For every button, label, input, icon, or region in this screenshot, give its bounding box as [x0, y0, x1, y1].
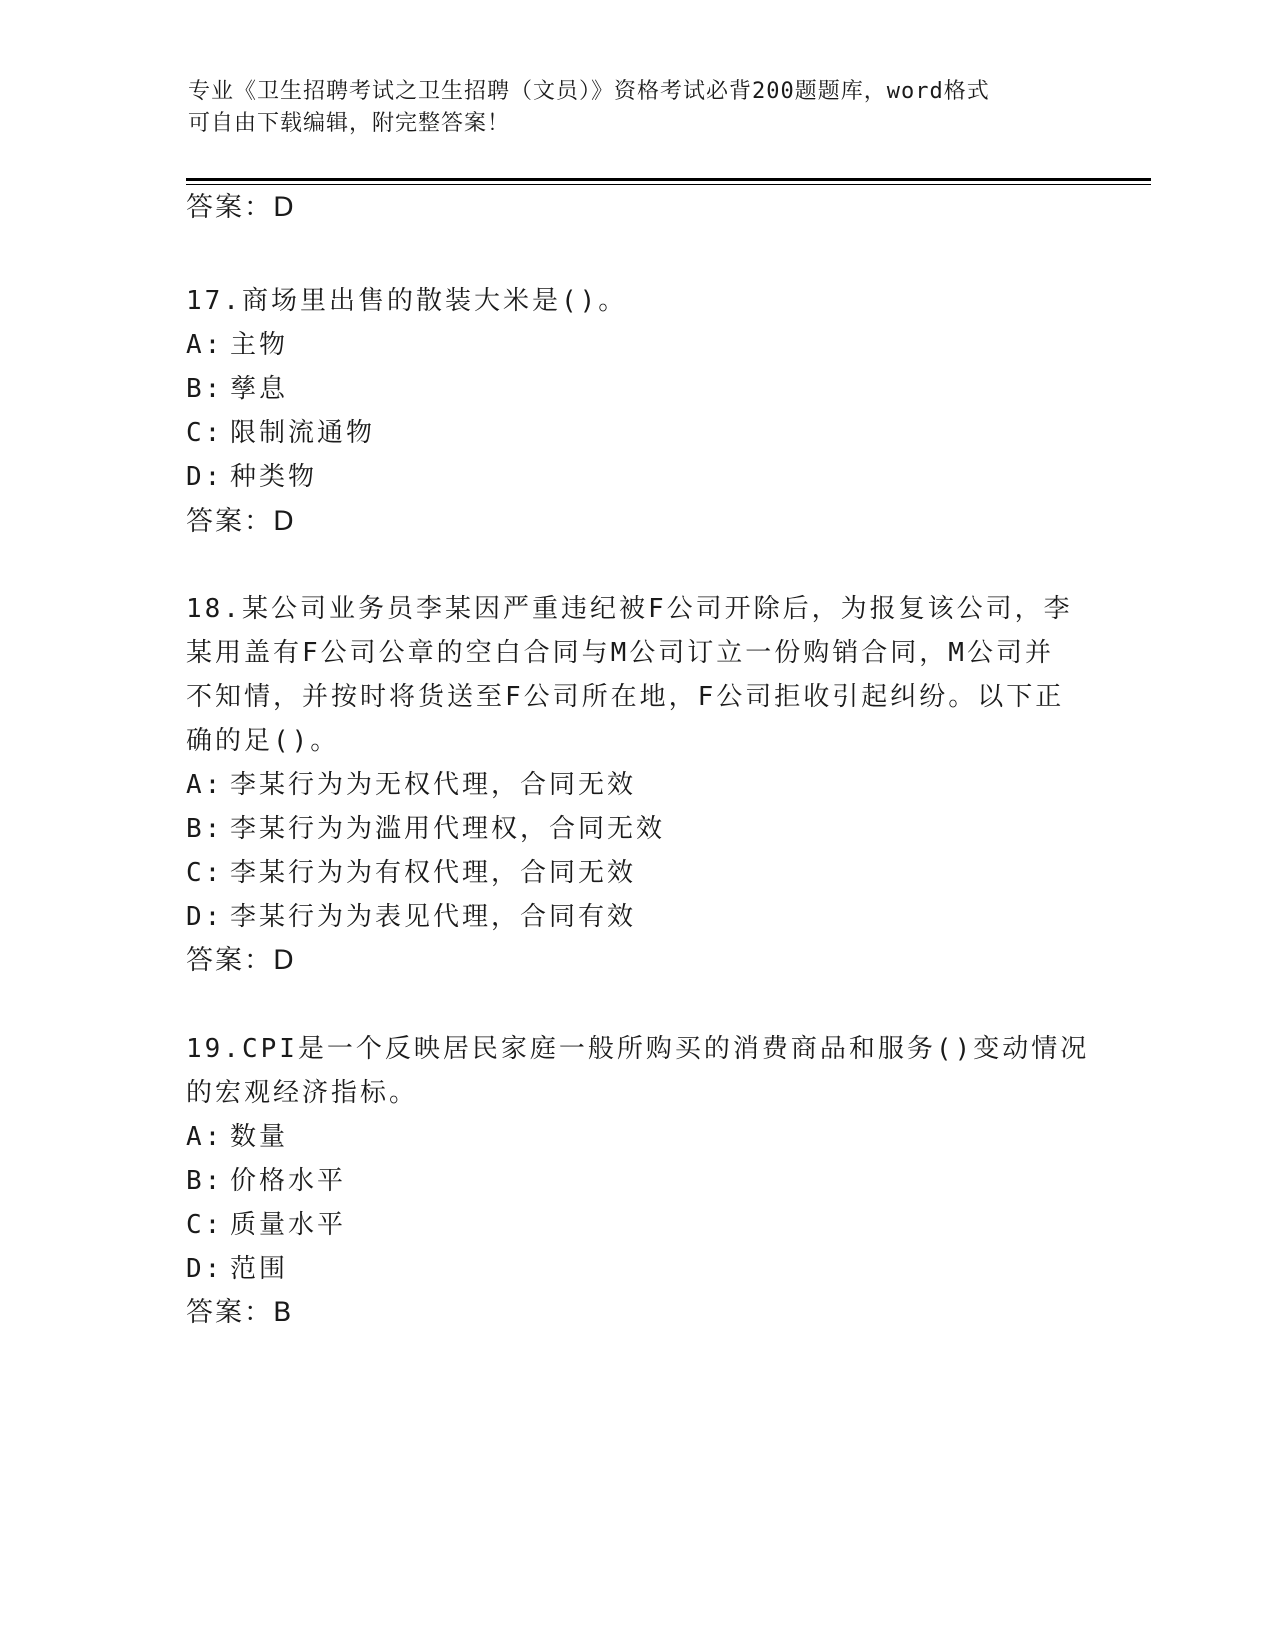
option-text: 限制流通物 [230, 418, 376, 448]
option-b [186, 814, 665, 844]
option-c [186, 418, 375, 448]
question-stem-17: 17.商场里出售的散装大米是()。 [186, 286, 628, 316]
option-c [186, 858, 636, 888]
option-prefix: D: [186, 1254, 224, 1284]
option-prefix: C: [186, 1210, 224, 1240]
header-line-2: 可自由下载编辑，附完整答案！ [188, 111, 511, 136]
option-prefix: D: [186, 462, 224, 492]
question-stem-19-line-2: 的宏观经济指标。 [186, 1078, 419, 1108]
question-stem-18-line-4: 确的足()。 [186, 726, 340, 756]
answer-line: 答案：B [186, 1297, 294, 1328]
header-divider-thin [186, 184, 1151, 185]
option-text: 种类物 [230, 462, 318, 492]
option-text: 主物 [230, 330, 289, 360]
question-stem-18-line-1: 18.某公司业务员李某因严重违纪被F公司开除后，为报复该公司，李 [186, 594, 1073, 624]
option-text: 李某行为为表见代理，合同有效 [230, 902, 637, 932]
answer-line: 答案：D [186, 945, 296, 976]
header-divider-thick [186, 178, 1151, 181]
option-d [186, 902, 636, 932]
answer-line: 答案：D [186, 192, 296, 223]
option-prefix: B: [186, 814, 224, 844]
option-prefix: B: [186, 374, 224, 404]
option-prefix: C: [186, 418, 224, 448]
option-text: 范围 [230, 1254, 289, 1284]
option-d [186, 1254, 288, 1284]
option-b [186, 374, 288, 404]
answer-line: 答案：D [186, 506, 296, 537]
option-a [186, 330, 288, 360]
option-c [186, 1210, 346, 1240]
option-d [186, 462, 317, 492]
option-text: 李某行为为无权代理，合同无效 [230, 770, 637, 800]
option-prefix: A: [186, 770, 224, 800]
question-stem-19-line-1: 19.CPI是一个反映居民家庭一般所购买的消费商品和服务()变动情况 [186, 1034, 1090, 1064]
option-prefix: A: [186, 330, 224, 360]
option-text: 李某行为为有权代理，合同无效 [230, 858, 637, 888]
option-a [186, 1122, 288, 1152]
option-text: 质量水平 [230, 1210, 347, 1240]
option-text: 孳息 [230, 374, 289, 404]
option-text: 价格水平 [230, 1166, 347, 1196]
question-stem-18-line-2: 某用盖有F公司公章的空白合同与M公司订立一份购销合同，M公司并 [186, 638, 1054, 668]
option-prefix: C: [186, 858, 224, 888]
question-stem-18-line-3: 不知情，并按时将货送至F公司所在地，F公司拒收引起纠纷。以下正 [186, 682, 1065, 712]
option-text: 李某行为为滥用代理权，合同无效 [230, 814, 666, 844]
document-header [188, 76, 1068, 140]
option-a [186, 770, 636, 800]
option-text: 数量 [230, 1122, 289, 1152]
option-prefix: B: [186, 1166, 224, 1196]
option-b [186, 1166, 346, 1196]
option-prefix: D: [186, 902, 224, 932]
option-prefix: A: [186, 1122, 224, 1152]
header-line-1: 专业《卫生招聘考试之卫生招聘（文员）》资格考试必背200题题库，word格式 [188, 79, 990, 104]
